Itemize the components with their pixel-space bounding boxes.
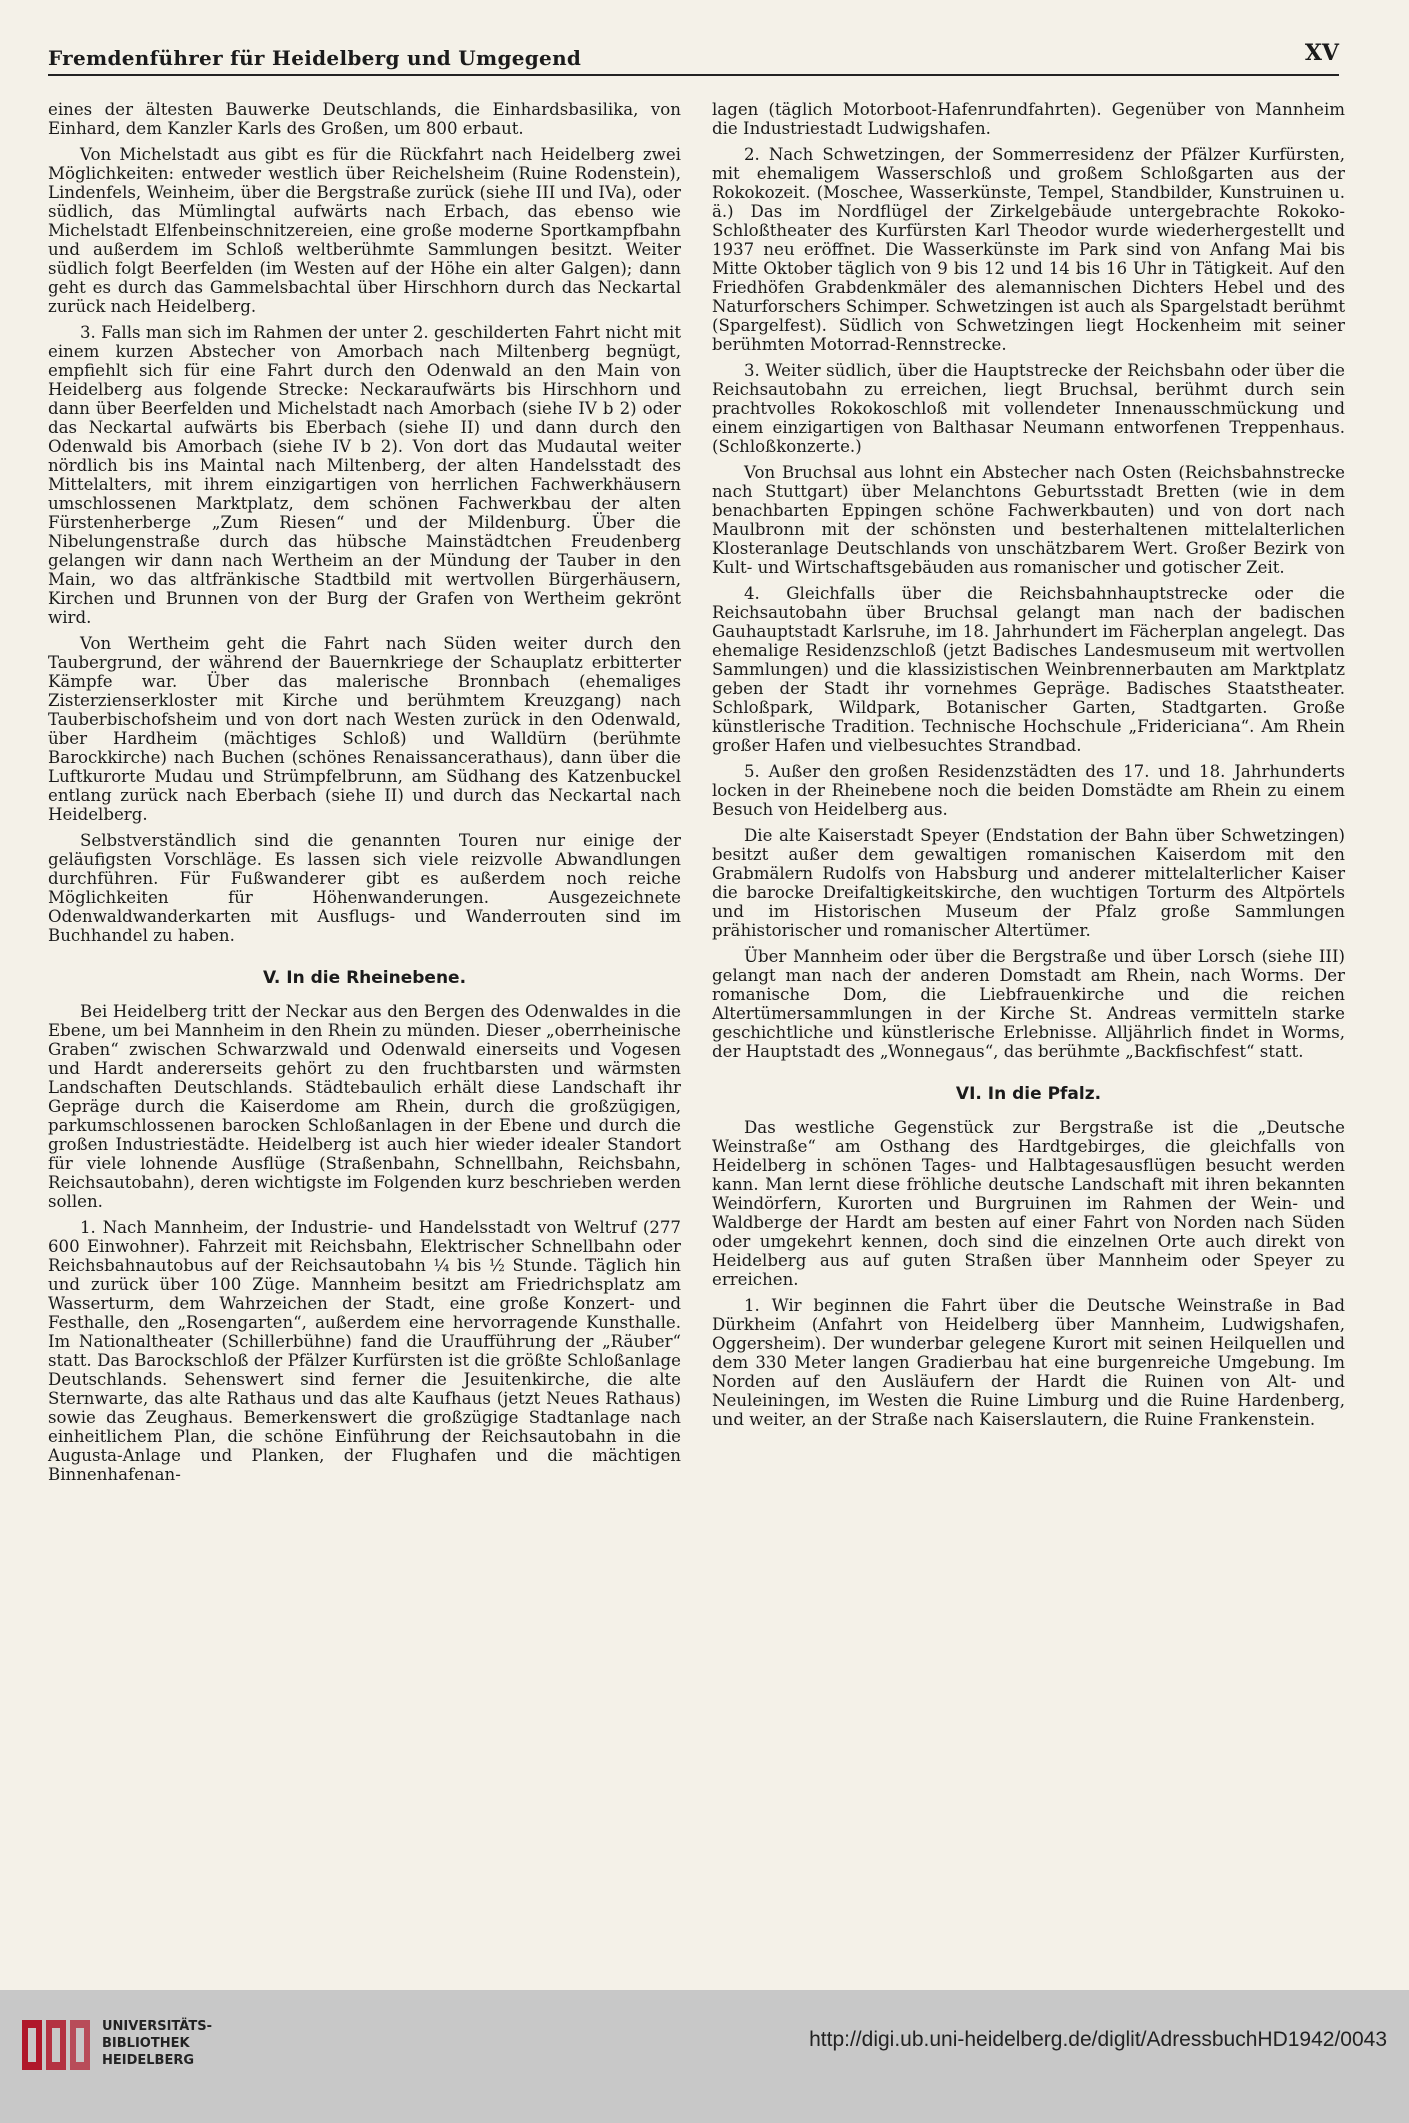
library-name-line: HEIDELBERG — [102, 2053, 195, 2068]
paragraph: Die alte Kaiserstadt Speyer (Endstation der Bahn über Schwetzingen) besitzt außer dem gewaltigen romanischen Kaiserdom mit den Grabmälern Rudolfs von Habsburg und anderer mittelalterlicher Kaiser die barocke Dreifaltigkeitskirche, den wuchtigen Torturm des Altpörtels und im Historischen Museum der Pfalz große Sammlungen prähistorischer und romanischer Altertümer. — [712, 826, 1345, 940]
library-emblem-icon — [20, 2016, 92, 2074]
page-number: XV — [1304, 40, 1339, 66]
running-title: Fremdenführer für Heidelberg und Umgegend — [48, 46, 582, 70]
paragraph: 1. Wir beginnen die Fahrt über die Deutsche Weinstraße in Bad Dürkheim (Anfahrt von Heidelberg über Mannheim, Ludwigshafen, Oggersheim). Der wunderbar gelegene Kurort mit seinen Heilquellen und dem 330 Meter langen Gradierbau hat eine burgenreiche Umgebung. Im Norden auf den Ausläufern der Hardt die Ruinen von Alt- und Neuleiningen, im Westen die Ruine Limburg und die Ruine Hardenberg, und weiter, an der Straße nach Kaiserslautern, die Ruine Frankenstein. — [712, 1296, 1345, 1429]
paragraph: 4. Gleichfalls über die Reichsbahnhauptstrecke oder die Reichsautobahn über Bruchsal gelangt man nach der badischen Gauhauptstadt Karlsruhe, im 18. Jahrhundert im Fächerplan angelegt. Das ehemalige Residenzschloß (jetzt Badisches Landesmuseum mit wertvollen Sammlungen) und die klassizistischen Weinbrennerbauten am Marktplatz geben der Stadt ihr vornehmes Gepräge. Badisches Staatstheater. Schloßpark, Wildpark, Botanischer Garten, Stadtgarten. Große künstlerische Tradition. Technische Hochschule „Fridericiana“. Am Rhein großer Hafen und vielbesuchtes Strandbad. — [712, 584, 1345, 755]
paragraph: 1. Nach Mannheim, der Industrie- und Handelsstadt von Weltruf (277 600 Einwohner). Fahrzeit mit Reichsbahn, Elektrischer Schnellbahn oder Reichsbahnautobus auf der Reichsautobahn ¼ bis ½ Stunde. Täglich hin und zurück über 100 Züge. Mannheim besitzt am Friedrichsplatz am Wasserturm, dem Wahrzeichen der Stadt, eine große Konzert- und Festhalle, den „Rosengarten“, außerdem eine hervorragende Kunsthalle. Im Nationaltheater (Schillerbühne) fand die Uraufführung der „Räuber“ statt. Das Barockschloß der Pfälzer Kurfürsten ist die größte Schloßanlage Deutschlands. Sehenswert sind ferner die Jesuitenkirche, die alte Sternwarte, das alte Rathaus und das alte Kaufhaus (jetzt Neues Rathaus) sowie das Zeughaus. Bemerkenswert die großzügige Stadtanlage nach einheitlichem Plan, die schöne Einführung der Reichsautobahn in die Augusta-Anlage und Planken, der Flughafen und die mächtigen Binnenhafenan- — [48, 1218, 681, 1484]
library-logo[interactable] — [20, 2012, 280, 2082]
paragraph: Von Bruchsal aus lohnt ein Abstecher nach Osten (Reichsbahnstrecke nach Stuttgart) über Melanchtons Geburtsstadt Bretten (wie in dem benachbarten Eppingen schöne Fachwerkbauten) und von dort nach Maulbronn mit der schönsten und besterhaltenen mittelalterlichen Klosteranlage Deutschlands von unschätzbarem Wert. Großer Bezirk von Kult- und Wirtschaftsgebäuden aus romanischer und gotischer Zeit. — [712, 463, 1345, 577]
library-footer-bar — [0, 1990, 1409, 2123]
paragraph: Bei Heidelberg tritt der Neckar aus den Bergen des Odenwaldes in die Ebene, um bei Mannheim in den Rhein zu münden. Dieser „oberrheinische Graben“ zwischen Schwarzwald und Odenwald einerseits und Vogesen und Hardt andererseits gehört zu den fruchtbarsten und wärmsten Landschaften Deutschlands. Städtebaulich erhält diese Landschaft ihr Gepräge durch die Kaiserdome am Rhein, durch die großzügigen, parkumschlossenen barocken Schloßanlagen in der Ebene und durch die großen Industriestädte. Heidelberg ist auch hier wieder idealer Standort für viele lohnende Ausflüge (Straßenbahn, Schnellbahn, Reichsbahn, Reichsautobahn), deren wichtigste im Folgenden kurz beschrieben werden sollen. — [48, 1002, 681, 1211]
library-name-line: BIBLIOTHEK — [102, 2036, 190, 2051]
paragraph: Von Wertheim geht die Fahrt nach Süden weiter durch den Taubergrund, der während der Bauernkriege der Schauplatz erbitterter Kämpfe war. Über das malerische Bronnbach (ehemaliges Zisterzienserkloster mit Kirche und berühmtem Kreuzgang) nach Tauberbischofsheim und von dort nach Westen zurück in den Odenwald, über Hardheim (mächtiges Schloß) und Walldürn (berühmte Barockkirche) nach Buchen (schönes Renaissancerathaus), dann über die Luftkurorte Mudau und Strümpfelbrunn, am Südhang des Katzenbuckel entlang zurück nach Eberbach (siehe II) und durch das Neckartal nach Heidelberg. — [48, 634, 681, 824]
right-column — [712, 100, 1345, 1436]
paragraph: eines der ältesten Bauwerke Deutschlands, die Einhardsbasilika, von Einhard, dem Kanzler Karls des Großen, um 800 erbaut. — [48, 100, 681, 138]
paragraph: 3. Falls man sich im Rahmen der unter 2. geschilderten Fahrt nicht mit einem kurzen Abstecher von Amorbach nach Miltenberg begnügt, empfiehlt sich für eine Fahrt durch den Odenwald an den Main von Heidelberg aus folgende Strecke: Neckaraufwärts bis Hirschhorn und dann über Beerfelden und Michelstadt nach Amorbach (siehe IV b 2) oder das Neckartal aufwärts bis Eberbach (siehe II) und dann durch den Odenwald bis Amorbach (siehe IV b 2). Von dort das Mudautal weiter nördlich bis ins Maintal nach Miltenberg, der alten Handelsstadt des Mittelalters, mit ihrem einzigartigen von herrlichen Fachwerkhäusern umschlossenen Marktplatz, dem schönen Fachwerkbau der alten Fürstenherberge „Zum Riesen“ und der Mildenburg. Über die Nibelungenstraße durch das hübsche Mainstädtchen Freudenberg gelangen wir dann nach Wertheim an der Mündung der Tauber in den Main, wo das altfränkische Stadtbild mit wertvollen Bürgerhäusern, Kirchen und Brunnen von der Burg der Grafen von Wertheim gekrönt wird. — [48, 323, 681, 627]
paragraph: 2. Nach Schwetzingen, der Sommerresidenz der Pfälzer Kurfürsten, mit ehemaligem Wasserschloß und großem Schloßgarten aus der Rokokozeit. (Moschee, Wasserkünste, Tempel, Standbilder, Kunstruinen u. ä.) Das im Nordflügel der Zirkelgebäude untergebrachte Rokoko-Schloßtheater des Kurfürsten Karl Theodor wurde wiederhergestellt und 1937 neu eröffnet. Die Wasserkünste im Park sind von Anfang Mai bis Mitte Oktober täglich von 9 bis 12 und 14 bis 16 Uhr in Tätigkeit. Auf den Friedhöfen Grabdenkmäler des alemannischen Dichters Hebel und des Naturforschers Schimper. Schwetzingen ist auch als Spargelstadt berühmt (Spargelfest). Südlich von Schwetzingen liegt Hockenheim mit seiner berühmten Motorrad-Rennstrecke. — [712, 145, 1345, 354]
paragraph: lagen (täglich Motorboot-Hafenrundfahrten). Gegenüber von Mannheim die Industriestadt Ludwigshafen. — [712, 100, 1345, 138]
source-url-link[interactable]: http://digi.ub.uni-heidelberg.de/diglit/AdressbuchHD1942/0043 — [809, 2028, 1387, 2051]
paragraph: Von Michelstadt aus gibt es für die Rückfahrt nach Heidelberg zwei Möglichkeiten: entweder westlich über Reichelsheim (Ruine Rodenstein), Lindenfels, Weinheim, über die Bergstraße zurück (siehe III und IVa), oder südlich, das Mümlingtal aufwärts nach Erbach, das ebenso wie Michelstadt Elfenbeinschnitzereien, eine große moderne Sportkampfbahn und außerdem im Schloß weltberühmte Sammlungen besitzt. Weiter südlich folgt Beerfelden (im Westen auf der Höhe ein alter Galgen); dann geht es durch das Gammelsbachtal über Hirschhorn durch das Neckartal zurück nach Heidelberg. — [48, 145, 681, 316]
running-header — [48, 40, 1339, 76]
paragraph: Das westliche Gegenstück zur Bergstraße ist die „Deutsche Weinstraße“ am Osthang des Hardtgebirges, die gleichfalls von Heidelberg in schönen Tages- und Halbtagesausflügen besucht werden kann. Man lernt diese fröhliche deutsche Landschaft mit ihren bekannten Weindörfern, Kurorten und Burgruinen im Rahmen der Wein- und Waldberge der Hardt am besten auf einer Fahrt von Norden nach Süden oder umgekehrt kennen, doch sind die einzelnen Orte auch direkt von Heidelberg aus auf guten Straßen über Mannheim oder Speyer zu erreichen. — [712, 1118, 1345, 1289]
paragraph: Über Mannheim oder über die Bergstraße und über Lorsch (siehe III) gelangt man nach der anderen Domstadt am Rhein, nach Worms. Der romanische Dom, die Liebfrauenkirche und die reichen Altertümersammlungen in der Kirche St. Andreas vermitteln starke geschichtliche und künstlerische Erlebnisse. Alljährlich findet in Worms, der Hauptstadt des „Wonnegaus“, das berühmte „Backfischfest“ statt. — [712, 947, 1345, 1061]
section-heading-pfalz: VI. In die Pfalz. — [955, 1084, 1102, 1104]
section-heading-rheinebene: V. In die Rheinebene. — [262, 968, 467, 988]
library-name — [102, 2018, 282, 2069]
paragraph: 3. Weiter südlich, über die Hauptstrecke der Reichsbahn oder über die Reichsautobahn zu erreichen, liegt Bruchsal, berühmt durch sein prachtvolles Rokokoschloß mit vollendeter Innenausschmückung und einem einzigartigen von Balthasar Neumann entworfenen Treppenhaus. (Schloßkonzerte.) — [712, 361, 1345, 456]
paragraph: Selbstverständlich sind die genannten Touren nur einige der geläufigsten Vorschläge. Es lassen sich viele reizvolle Abwandlungen durchführen. Für Fußwanderer gibt es außerdem noch reiche Möglichkeiten für Höhenwanderungen. Ausgezeichnete Odenwaldwanderkarten mit Ausflugs- und Wanderrouten sind im Buchhandel zu haben. — [48, 831, 681, 945]
paragraph: 5. Außer den großen Residenzstädten des 17. und 18. Jahrhunderts locken in der Rheinebene noch die beiden Domstädte am Rhein zu einem Besuch von Heidelberg aus. — [712, 762, 1345, 819]
library-name-line: UNIVERSITÄTS- — [102, 2019, 212, 2034]
left-column — [48, 100, 681, 1491]
